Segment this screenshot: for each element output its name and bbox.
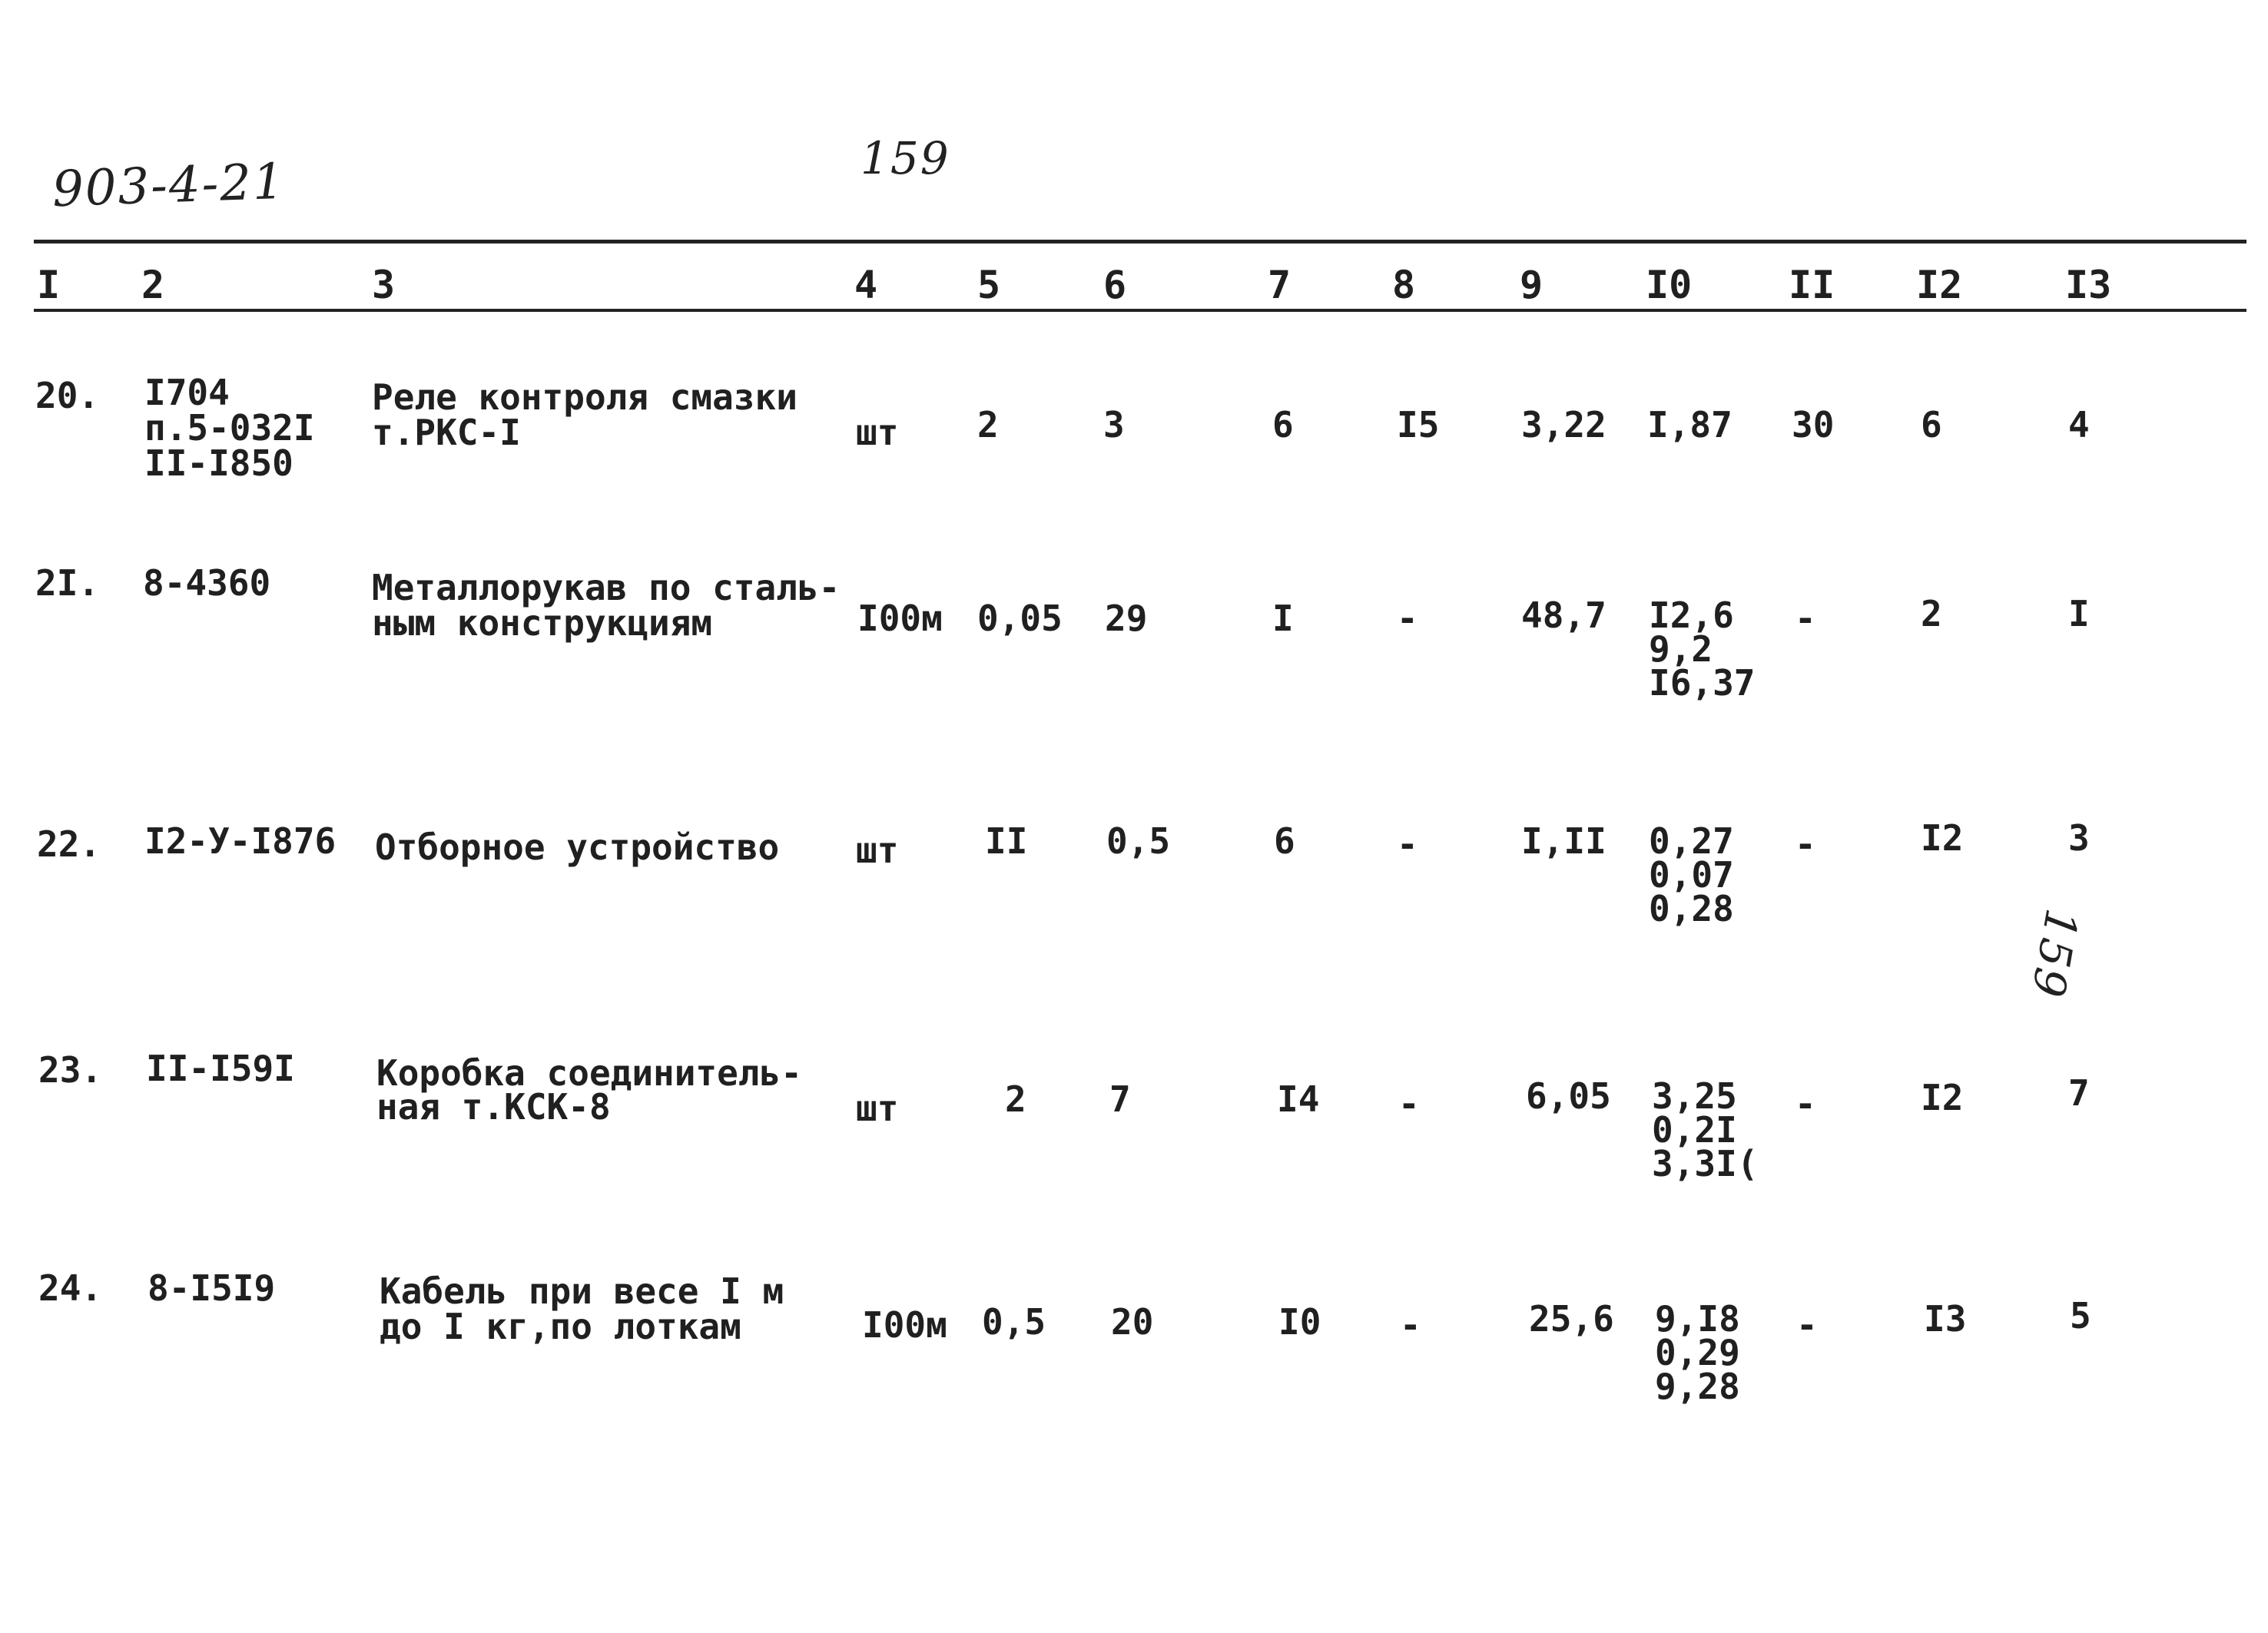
row-col10: 9,2 (1649, 628, 1713, 670)
row-col8: I5 (1397, 404, 1440, 446)
row-code: 8-4360 (143, 562, 271, 604)
top-rule (34, 240, 2246, 243)
row-number: 23. (38, 1049, 103, 1091)
row-col13: 7 (2068, 1072, 2090, 1114)
row-col6: 3 (1103, 404, 1125, 446)
row-name: Отборное устройство (375, 826, 780, 868)
row-code: 8-I5I9 (148, 1267, 276, 1309)
row-col7: I0 (1278, 1301, 1321, 1343)
row-col10: 0,29 (1655, 1332, 1740, 1373)
row-col10: 9,I8 (1655, 1298, 1740, 1340)
row-col5: II (985, 820, 1028, 862)
row-col8: - (1397, 823, 1418, 865)
row-name: Металлорукав по сталь- (372, 567, 841, 608)
row-col10: I,87 (1647, 404, 1732, 446)
column-header-12: I2 (1916, 263, 1963, 307)
row-unit: I00м (862, 1304, 947, 1346)
row-unit: шт (856, 412, 899, 453)
column-header-8: 8 (1392, 263, 1416, 307)
row-col7: 6 (1272, 404, 1294, 446)
row-col6: 0,5 (1106, 820, 1171, 862)
row-name: Кабель при весе I м (380, 1270, 784, 1312)
row-unit: шт (856, 830, 899, 871)
row-col8: - (1398, 1083, 1420, 1125)
row-col9: 3,22 (1521, 404, 1606, 446)
row-col9: 48,7 (1521, 595, 1606, 636)
row-col8: - (1397, 598, 1418, 639)
row-name: до I кг,по лоткам (380, 1306, 741, 1347)
row-unit: I00м (857, 598, 943, 639)
row-col10: I2,6 (1649, 595, 1734, 636)
row-col11: - (1795, 598, 1816, 639)
row-col7: I (1272, 598, 1294, 639)
column-header-1: I (37, 263, 61, 307)
row-col6: 7 (1109, 1078, 1131, 1120)
row-col10: 3,25 (1652, 1075, 1737, 1117)
row-col11: - (1795, 823, 1816, 865)
row-col12: I2 (1921, 1077, 1964, 1118)
column-header-2: 2 (141, 263, 165, 307)
row-col6: 20 (1111, 1301, 1154, 1343)
row-col12: 6 (1921, 404, 1942, 446)
row-col6: 29 (1105, 598, 1148, 639)
row-number: 20. (35, 375, 100, 416)
row-name: ная т.КСК-8 (376, 1086, 611, 1128)
page-number-rotated: 159 (2021, 905, 2088, 1002)
row-col13: 4 (2068, 404, 2090, 446)
row-col5: 0,05 (977, 598, 1063, 639)
column-header-10: I0 (1646, 263, 1693, 307)
row-code: II-I850 (144, 442, 293, 484)
row-col10: 0,07 (1649, 854, 1734, 896)
row-col7: 6 (1274, 820, 1295, 862)
row-col10: 0,2I (1652, 1109, 1737, 1151)
row-col10: 9,28 (1655, 1366, 1740, 1407)
document-code: 903-4-21 (51, 153, 287, 219)
row-col9: 6,05 (1526, 1075, 1611, 1117)
row-name: Коробка соединитель- (376, 1052, 802, 1094)
row-code: п.5-032I (144, 407, 315, 449)
row-col5: 2 (977, 404, 999, 446)
row-number: 2I. (35, 562, 100, 604)
column-header-11: II (1789, 263, 1835, 307)
row-col10: I6,37 (1649, 662, 1756, 704)
row-name: ным конструкциям (372, 602, 713, 644)
row-col9: I,II (1521, 820, 1606, 862)
row-col8: - (1400, 1304, 1421, 1346)
row-col10: 0,28 (1649, 888, 1734, 929)
row-code: I2-У-I876 (144, 820, 337, 862)
header-rule (34, 309, 2246, 312)
row-number: 24. (38, 1267, 103, 1309)
row-col13: 3 (2068, 817, 2090, 859)
row-col10: 0,27 (1649, 820, 1734, 862)
column-header-4: 4 (854, 263, 878, 307)
row-code: II-I59I (146, 1048, 295, 1089)
page-number: 159 (860, 132, 950, 184)
row-col11: - (1795, 1083, 1816, 1125)
row-col7: I4 (1277, 1078, 1320, 1120)
row-col11: - (1796, 1304, 1818, 1346)
row-col5: 0,5 (982, 1301, 1046, 1343)
row-col9: 25,6 (1529, 1298, 1614, 1340)
row-number: 22. (37, 823, 101, 865)
row-col12: I2 (1921, 817, 1964, 859)
row-col10: 3,3I( (1652, 1143, 1759, 1184)
column-header-9: 9 (1520, 263, 1544, 307)
row-unit: шт (856, 1088, 899, 1129)
column-header-7: 7 (1268, 263, 1292, 307)
column-header-6: 6 (1103, 263, 1127, 307)
row-col13: 5 (2070, 1295, 2091, 1337)
row-col13: I (2068, 593, 2090, 634)
row-col11: 30 (1792, 404, 1835, 446)
column-header-13: I3 (2065, 263, 2112, 307)
row-col5: 2 (1005, 1078, 1026, 1120)
row-name: т.РКС-I (372, 412, 521, 453)
row-code: I704 (144, 372, 230, 413)
row-name: Реле контроля смазки (372, 376, 797, 418)
row-col12: I3 (1924, 1298, 1967, 1340)
row-col12: 2 (1921, 593, 1942, 634)
column-header-3: 3 (372, 263, 396, 307)
column-header-5: 5 (977, 263, 1001, 307)
